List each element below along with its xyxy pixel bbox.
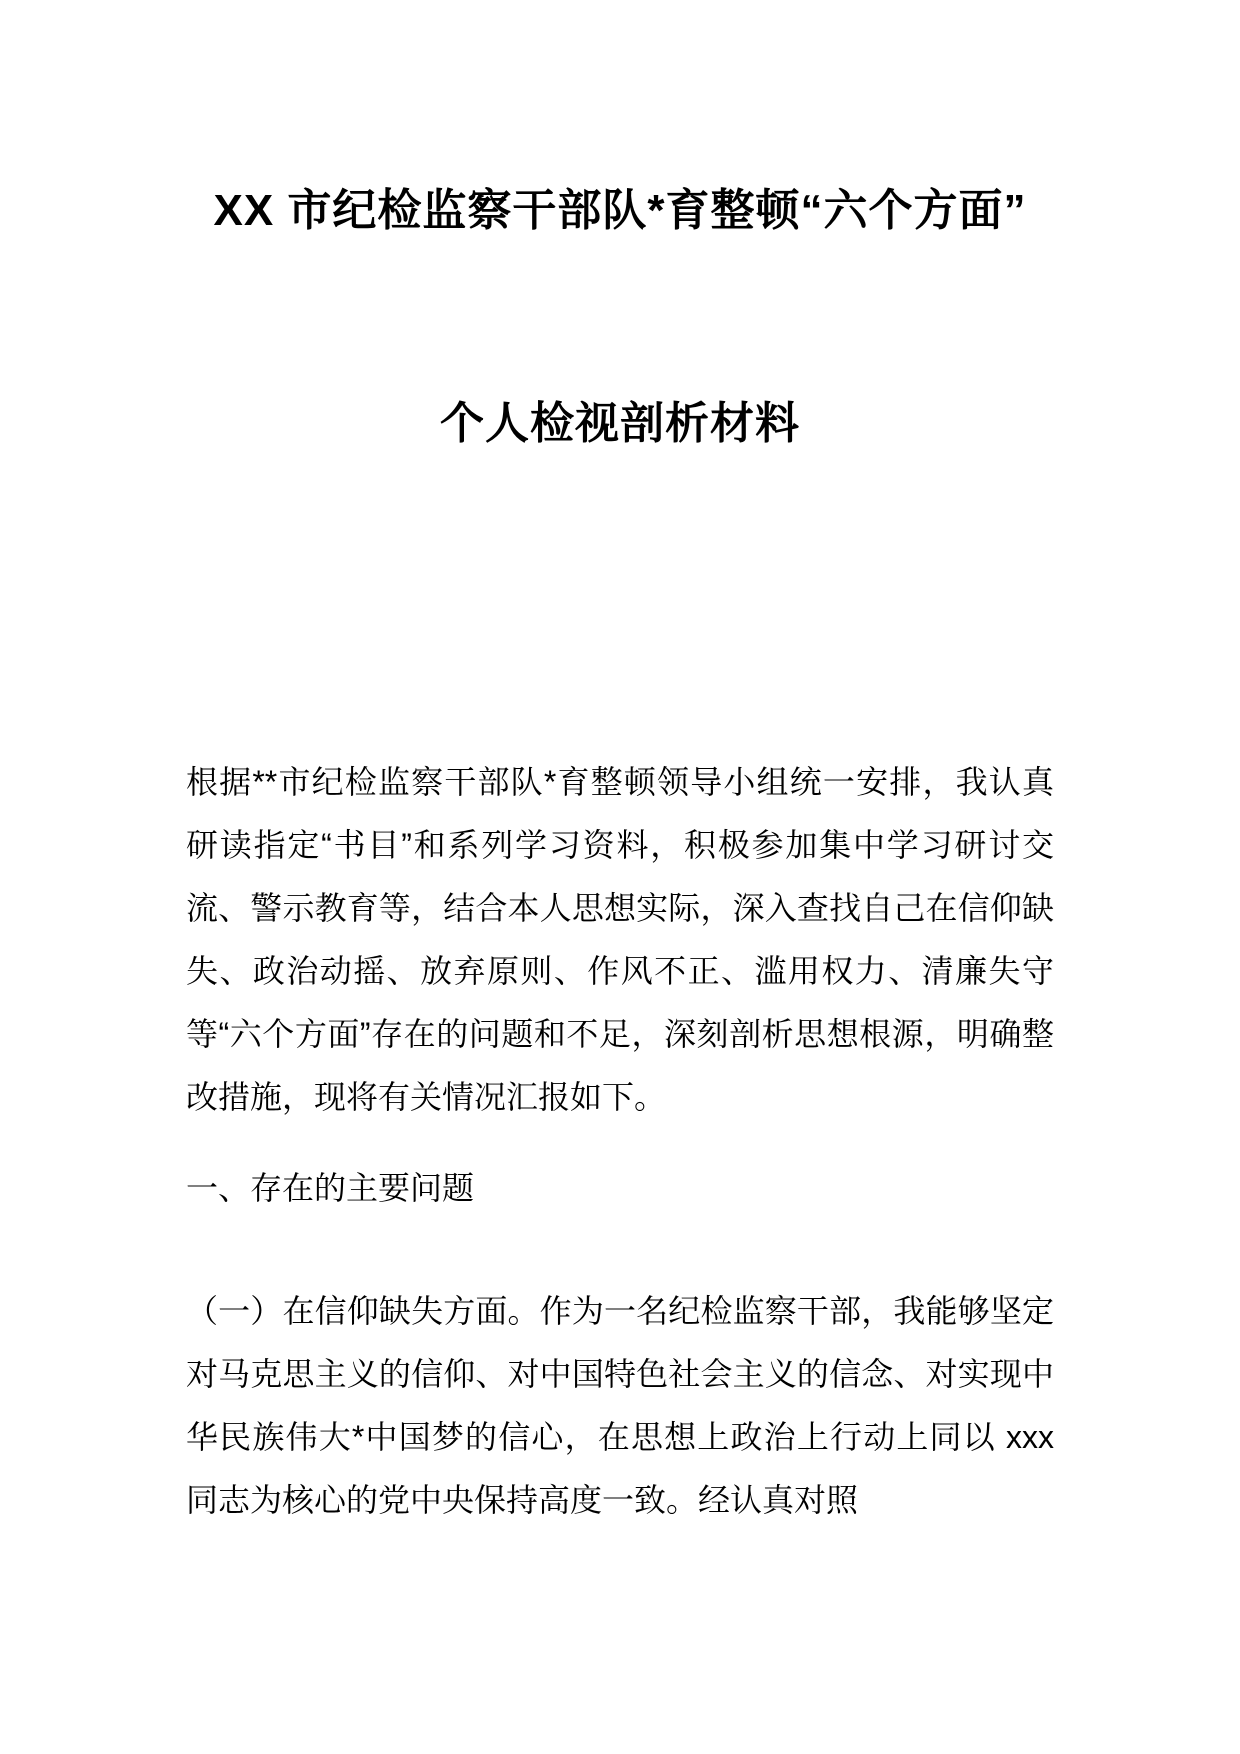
section-heading: 一、存在的主要问题 — [186, 1169, 475, 1206]
document-title-line1: XX 市纪检监察干部队*育整顿“六个方面” — [213, 186, 1027, 235]
intro-paragraph: 根据**市纪检监察干部队*育整顿领导小组统一安排，我认真研读指定“书目”和系列学习资料，积极参加集中学习研讨交流、警示教育等，结合本人思想实际，深入查找自己在信仰缺失、政治动摇、放弃原则、作风不正、滥用权力、清廉失守等“六个方面”存在的问题和不足，深刻剖析思想根源，明确整改措施，现将有关情况汇报如下。 — [186, 763, 1054, 1115]
document-title-line2: 个人检视剖析材料 — [440, 398, 800, 448]
section-paragraph: （一）在信仰缺失方面。作为一名纪检监察干部，我能够坚定对马克思主义的信仰、对中国特色社会主义的信念、对实现中华民族伟大*中国梦的信心，在思想上政治上行动上同以 xxx 同志为核心的党中央保持高度一致。经认真对照 — [186, 1292, 1054, 1518]
document-body — [186, 751, 1054, 1532]
